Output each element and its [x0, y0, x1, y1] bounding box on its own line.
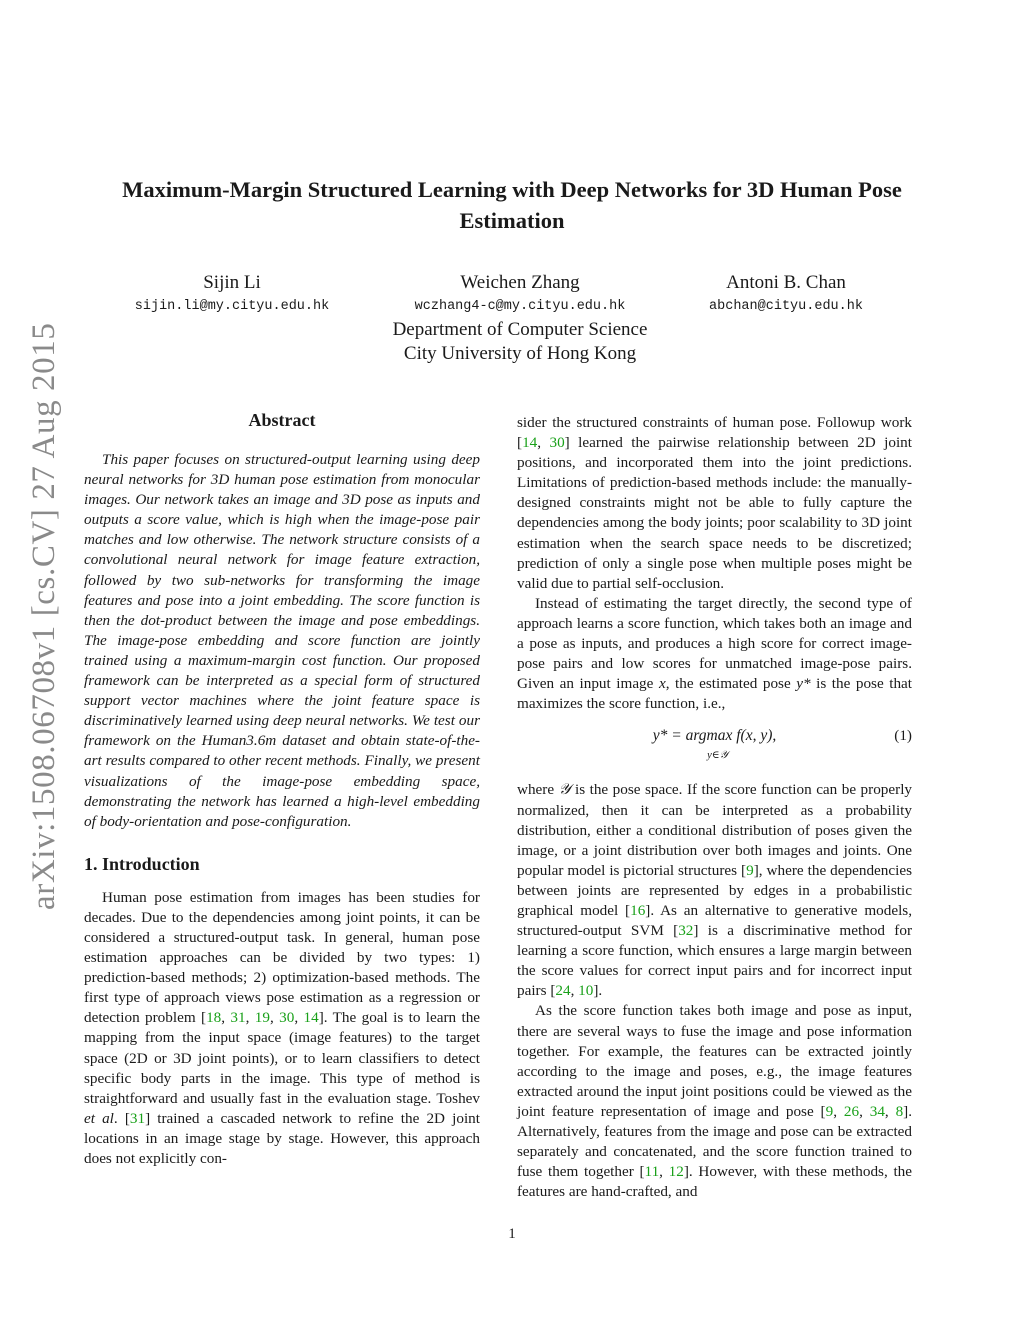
text-run: , the estimated pose — [665, 675, 797, 693]
author-name: Weichen Zhang — [460, 272, 580, 293]
equation-number: (1) — [894, 727, 912, 745]
right-paragraph-1: sider the structured constraints of human pose. Followup work [14, 30] learned the pairwise relationship between 2D joint positions, and incorporated them into the joint predictions. Limitations of prediction-based methods include: the manually-designed constraints might not be able to fully capture the dependencies among the body joints; poor scalability to 3D joint estimation when the search space needs to be discretized; prediction of only a single pose when multiple poses might be valid due to partial self-occlusion. — [517, 414, 912, 592]
citation-link[interactable]: 14 — [522, 434, 538, 452]
citation-link[interactable]: 10 — [578, 982, 594, 1000]
math-y-star: y* — [796, 675, 811, 693]
author-3 — [646, 271, 926, 314]
citation-link[interactable]: 9 — [825, 1102, 834, 1120]
right-paragraph-2 — [517, 594, 912, 715]
affiliation-department: Department of Computer Science — [392, 319, 648, 340]
text-run: is the pose space. If the score function can be properly normalized, then it can be interpreted as a probability distribution, either a conditional distribution of poses given the image, or a joint distribution over both images and joints. One popular model is pictorial structures [ — [517, 781, 913, 879]
math-x: x — [658, 675, 666, 693]
abstract-text: This paper focuses on structured-output learning using deep neural networks for 3D human pose estimation from monocular images. Our network takes an image and 3D pose as inputs and outputs a score value, which is high when the image-pose pair matches and low otherwise. The network structure consists of a convolutional neural network for image feature extraction, followed by two sub-networks for transforming the image features and pose into a joint embedding. The score function is then the dot-product between the image and pose embeddings. The image-pose embedding and score function are jointly trained using a maximum-margin cost function. Our proposed framework can be interpreted as a special form of structured support vector machines where the joint feature space is discriminatively learned using deep neural networks. We test our framework on the Human3.6m dataset and obtain state-of-the-art results compared to other recent methods. Finally, we present visualizations of the image-pose embedding space, demonstrating the network has learned a high-level embedding of body-orientation and pose-configuration. — [84, 451, 480, 830]
citation-link[interactable]: 8 — [895, 1102, 904, 1120]
citation-link[interactable]: 26 — [843, 1102, 860, 1120]
left-column — [84, 408, 480, 1169]
author-email: wczhang4-c@my.cityu.edu.hk — [414, 299, 626, 314]
right-paragraph-3: where 𝒴 is the pose space. If the score function can be properly normalized, then it can be interpreted as a probability distribution, either a conditional distribution of poses given the image, or a joint distribution over both images and joints. One popular model is pictorial structures [9], where the dependencies between joints are represented by edges in a probabilistic graphical model [16]. As an alternative to generative models, structured-output SVM [32] is a discriminative method for learning a score function, which ensures a large margin between the score values for correct input pairs and for incorrect input pairs [24, 10]. — [517, 781, 913, 1000]
equation-1 — [517, 726, 912, 766]
author-email: abchan@cityu.edu.hk — [709, 299, 863, 314]
citation-link[interactable]: 24 — [555, 982, 571, 1000]
equation-body: y* = argmax f(x, y), — [652, 727, 777, 745]
citation-link[interactable]: 19 — [254, 1009, 270, 1027]
text-run: ] trained a cascaded network to refine the 2D joint locations in an image stage by stage. However, this approach does not explicitly con- — [84, 1109, 480, 1167]
text-run: Instead of estimating the target directly, the second type of approach learns a score function, which takes both an image and a pose as inputs, and produces a high score for correct image-pose pairs and low scores for unmatched image-pose pairs. Given an input image — [517, 594, 912, 693]
text-run: Human pose estimation from images has been studies for decades. Due to the dependencies among joint points, it can be considered a structured-output task. In general, human pose estimation approaches can be divided by two types: 1) prediction-based methods; 2) optimization-based methods. The first type of approach views pose estimation as a regression or detection problem [ — [84, 888, 480, 1027]
introduction-heading: 1. Introduction — [84, 853, 200, 874]
text-run: sider the structured constraints of human pose. Followup work [ — [517, 414, 912, 452]
citation-link[interactable]: 14 — [303, 1009, 319, 1027]
abstract-heading: Abstract — [248, 410, 316, 430]
citation-link[interactable]: 18 — [206, 1009, 222, 1027]
right-paragraph-4: As the score function takes both image and pose as input, there are several ways to fuse the image and pose information together. For example, the features can be extracted jointly according to the image and poses, e.g., the image features extracted around the input joint positions could be viewed as the joint feature representation of image and pose [9, 26, 34, 8]. Alternatively, features from the image and pose can be extracted separately and concatenated, and the score function trained to fuse them together [11, 12]. However, with these methods, the features are hand-crafted, and — [517, 1002, 913, 1201]
text-run: ] is a discriminative method for learning a score function, which ensures a large margin between the score values for correct input pairs and for incorrect input pairs [ — [517, 922, 913, 1000]
paper-title: Maximum-Margin Structured Learning with Deep Networks for 3D Human Pose Estimation — [122, 177, 902, 233]
affiliation-university: City University of Hong Kong — [403, 343, 637, 364]
text-run: is the pose that maximizes the score function, i.e., — [517, 675, 913, 713]
citation-link[interactable]: 12 — [668, 1163, 684, 1181]
text-run: where — [517, 781, 559, 799]
equation-subscript: y∈𝒴 — [707, 750, 728, 762]
citation-link[interactable]: 9 — [746, 861, 754, 879]
text-run: ] learned the pairwise relationship between 2D joint positions, and incorporated them into the joint predictions. Limitations of prediction-based methods include: the manually-designed constraints might not be able to fully capture the dependencies among the body joints; poor scalability to 3D joint estimation when the search space needs to be discretized; prediction of only a single pose when multiple poses might be valid due to partial self-occlusion. — [517, 434, 912, 592]
citation-link[interactable]: 31 — [129, 1109, 146, 1127]
text-run: ]. — [593, 982, 603, 1000]
text-run: . [ — [113, 1109, 130, 1127]
author-1 — [92, 271, 372, 314]
citation-link[interactable]: 30 — [279, 1009, 295, 1027]
text-run: ]. However, with these methods, the features are hand-crafted, and — [517, 1163, 912, 1201]
et-al: et al — [84, 1109, 114, 1127]
text-run: ]. Alternatively, features from the image and pose can be extracted separately and concatenated, and the score function trained to fuse them together [ — [517, 1102, 913, 1181]
intro-paragraph-1: Human pose estimation from images has been studies for decades. Due to the dependencies among joint points, it can be considered a structured-output task. In general, human pose estimation approaches can be divided by two types: 1) prediction-based methods; 2) optimization-based methods. The first type of approach views pose estimation as a regression or detection problem [18, 31, 19, 30, 14]. The goal is to learn the mapping from the input space (image features) to the target space (2D or 3D joint points), or to learn classifiers to detect specific body parts in the image. This type of method is straightforward and usually fast in the evaluation stage. Toshev et al. [31] trained a cascaded network to refine the 2D joint locations in an image stage by stage. However, this approach does not explicitly con- — [84, 888, 481, 1167]
citation-link[interactable]: 30 — [549, 434, 565, 452]
math-pose-space: 𝒴 — [558, 781, 571, 799]
citation-link[interactable]: 32 — [678, 922, 694, 940]
citation-link[interactable]: 34 — [869, 1102, 885, 1120]
citation-link[interactable]: 31 — [230, 1009, 246, 1027]
right-column — [517, 413, 912, 1202]
text-run: ]. As an alternative to generative models, structured-output SVM [ — [517, 901, 912, 940]
affiliation — [330, 318, 710, 366]
text-run: ]. The goal is to learn the mapping from the input space (image features) to the target space (2D or 3D joint points), or to learn classifiers to detect specific body parts in the image. This type of method is straightforward and usually fast in the evaluation stage. Toshev — [84, 1009, 481, 1107]
author-2 — [380, 271, 660, 314]
author-email: sijin.li@my.cityu.edu.hk — [134, 299, 330, 314]
author-name: Sijin Li — [203, 272, 261, 293]
text-run: ], where the dependencies between joints are represented by edges in a probabilistic graphical model [ — [517, 861, 912, 919]
page-number: 1 — [508, 1226, 516, 1242]
arxiv-identifier: arXiv:1508.06708v1 [cs.CV] 27 Aug 2015 — [26, 322, 62, 910]
author-name: Antoni B. Chan — [726, 272, 846, 293]
text-run: As the score function takes both image and pose as input, there are several ways to fuse the image and pose information together. For example, the features can be extracted jointly according to the image and poses, e.g., the image features extracted around the input joint positions could be viewed as the joint feature representation of image and pose [ — [517, 1002, 912, 1120]
citation-link[interactable]: 16 — [630, 901, 646, 919]
citation-link[interactable]: 11 — [644, 1163, 660, 1181]
